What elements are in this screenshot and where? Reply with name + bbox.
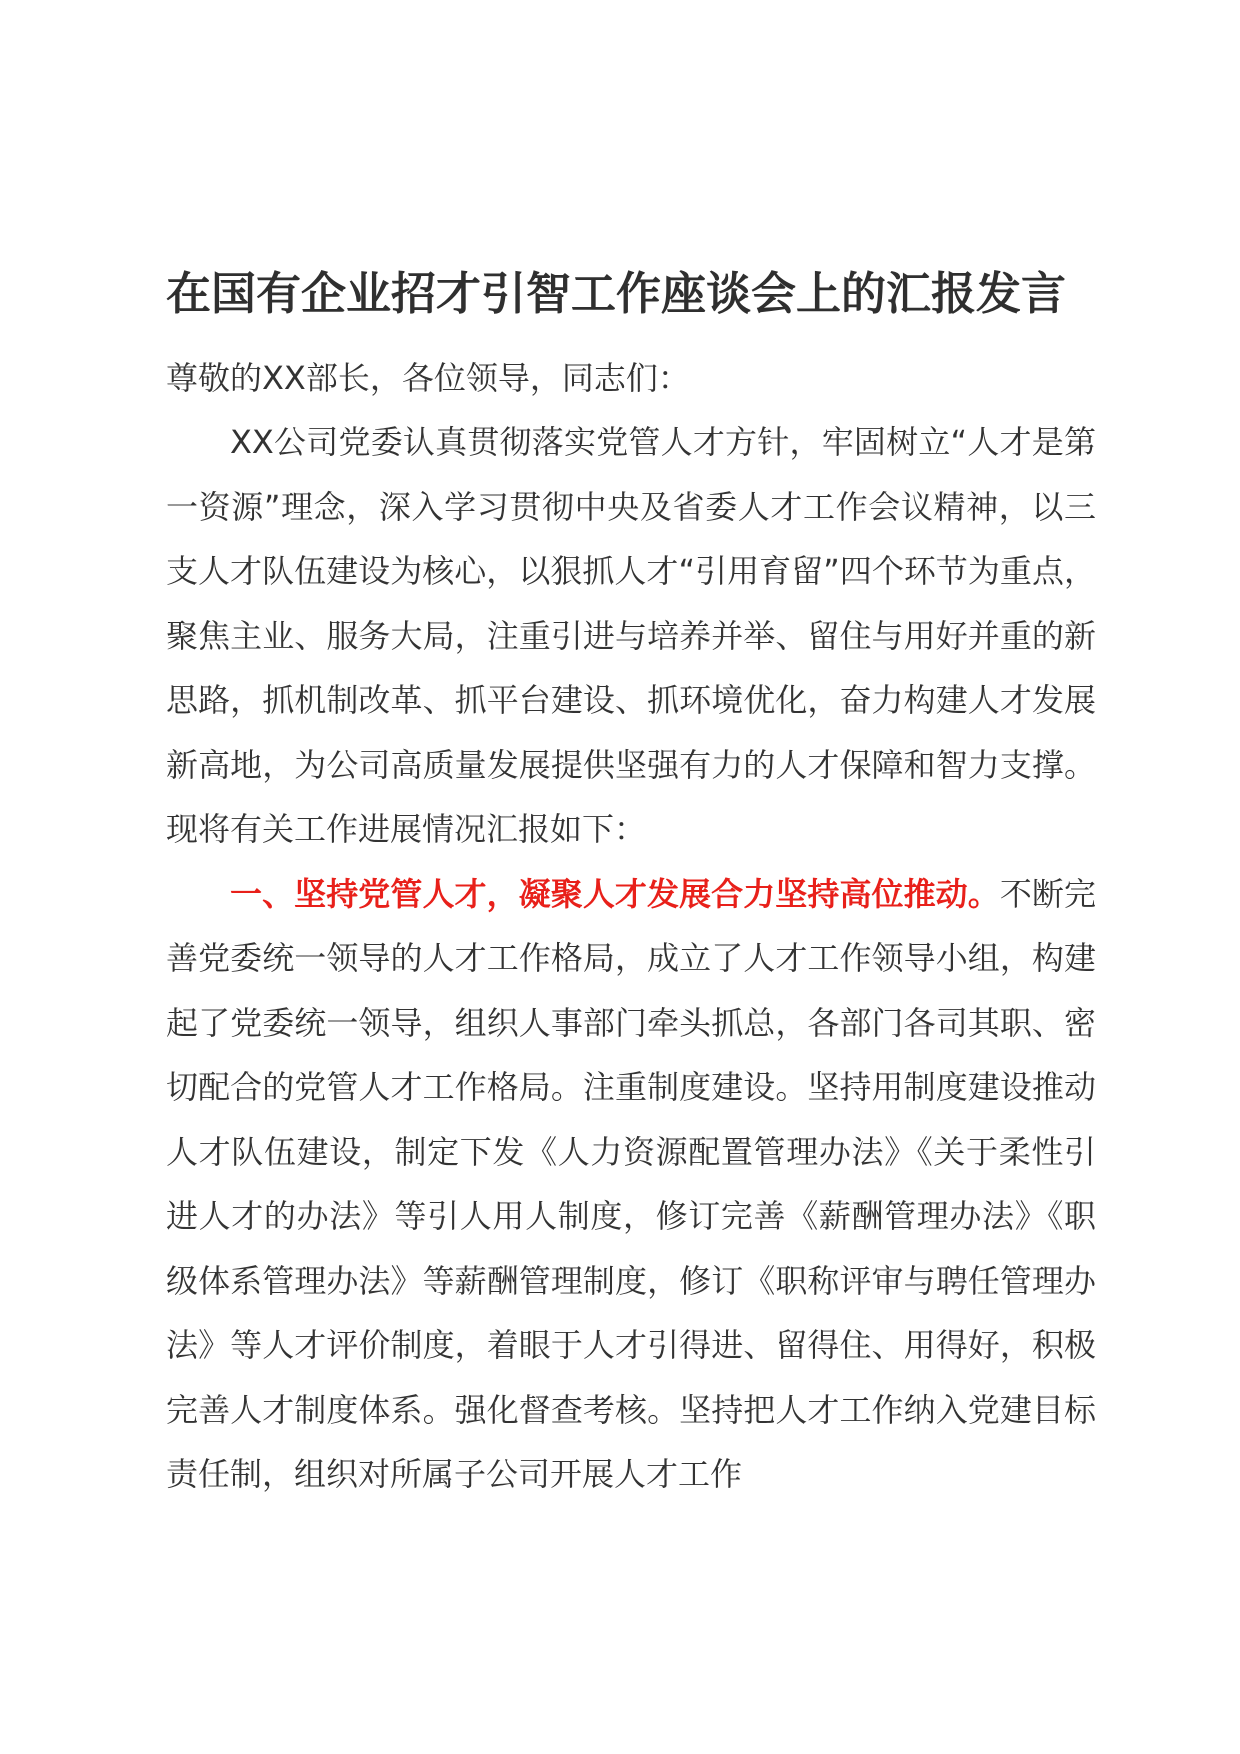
document-page — [166, 262, 1096, 1507]
paragraph-section-one — [166, 862, 1096, 1507]
paragraph-intro — [166, 410, 1096, 862]
salutation: 尊敬的XX部长，各位领导，同志们： — [166, 359, 690, 397]
section-one-text: 不断完善党委统一领导的人才工作格局，成立了人才工作领导小组，构建起了党委统一领导，组织人事部门牵头抓总，各部门各司其职、密切配合的党管人才工作格局。注重制度建设。坚持用制度建设推动人才队伍建设，制定下发《人力资源配置管理办法》《关于柔性引进人才的办法》等引人用人制度，修订完善《薪酬管理办法》《职级体系管理办法》等薪酬管理制度，修订《职称评审与聘任管理办法》等人才评价制度，着眼于人才引得进、留得住、用得好，积极完善人才制度体系。强化督查考核。坚持把人才工作纳入党建目标责任制，组织对所属子公司开展人才工作 — [166, 874, 1096, 1493]
paragraph-intro-text: XX公司党委认真贯彻落实党管人才方针，牢固树立“人才是第一资源”理念，深入学习贯彻中央及省委人才工作会议精神，以三支人才队伍建设为核心，以狠抓人才“引用育留”四个环节为重点，聚焦主业、服务大局，注重引进与培养并举、留住与用好并重的新思路，抓机制改革、抓平台建设、抓环境优化，奋力构建人才发展新高地，为公司高质量发展提供坚强有力的人才保障和智力支撑。现将有关工作进展情况汇报如下： — [166, 423, 1096, 848]
document-title: 在国有企业招才引智工作座谈会上的汇报发言 — [166, 267, 1067, 320]
section-one-heading: 一、坚持党管人才，凝聚人才发展合力坚持高位推动。 — [230, 874, 1000, 913]
